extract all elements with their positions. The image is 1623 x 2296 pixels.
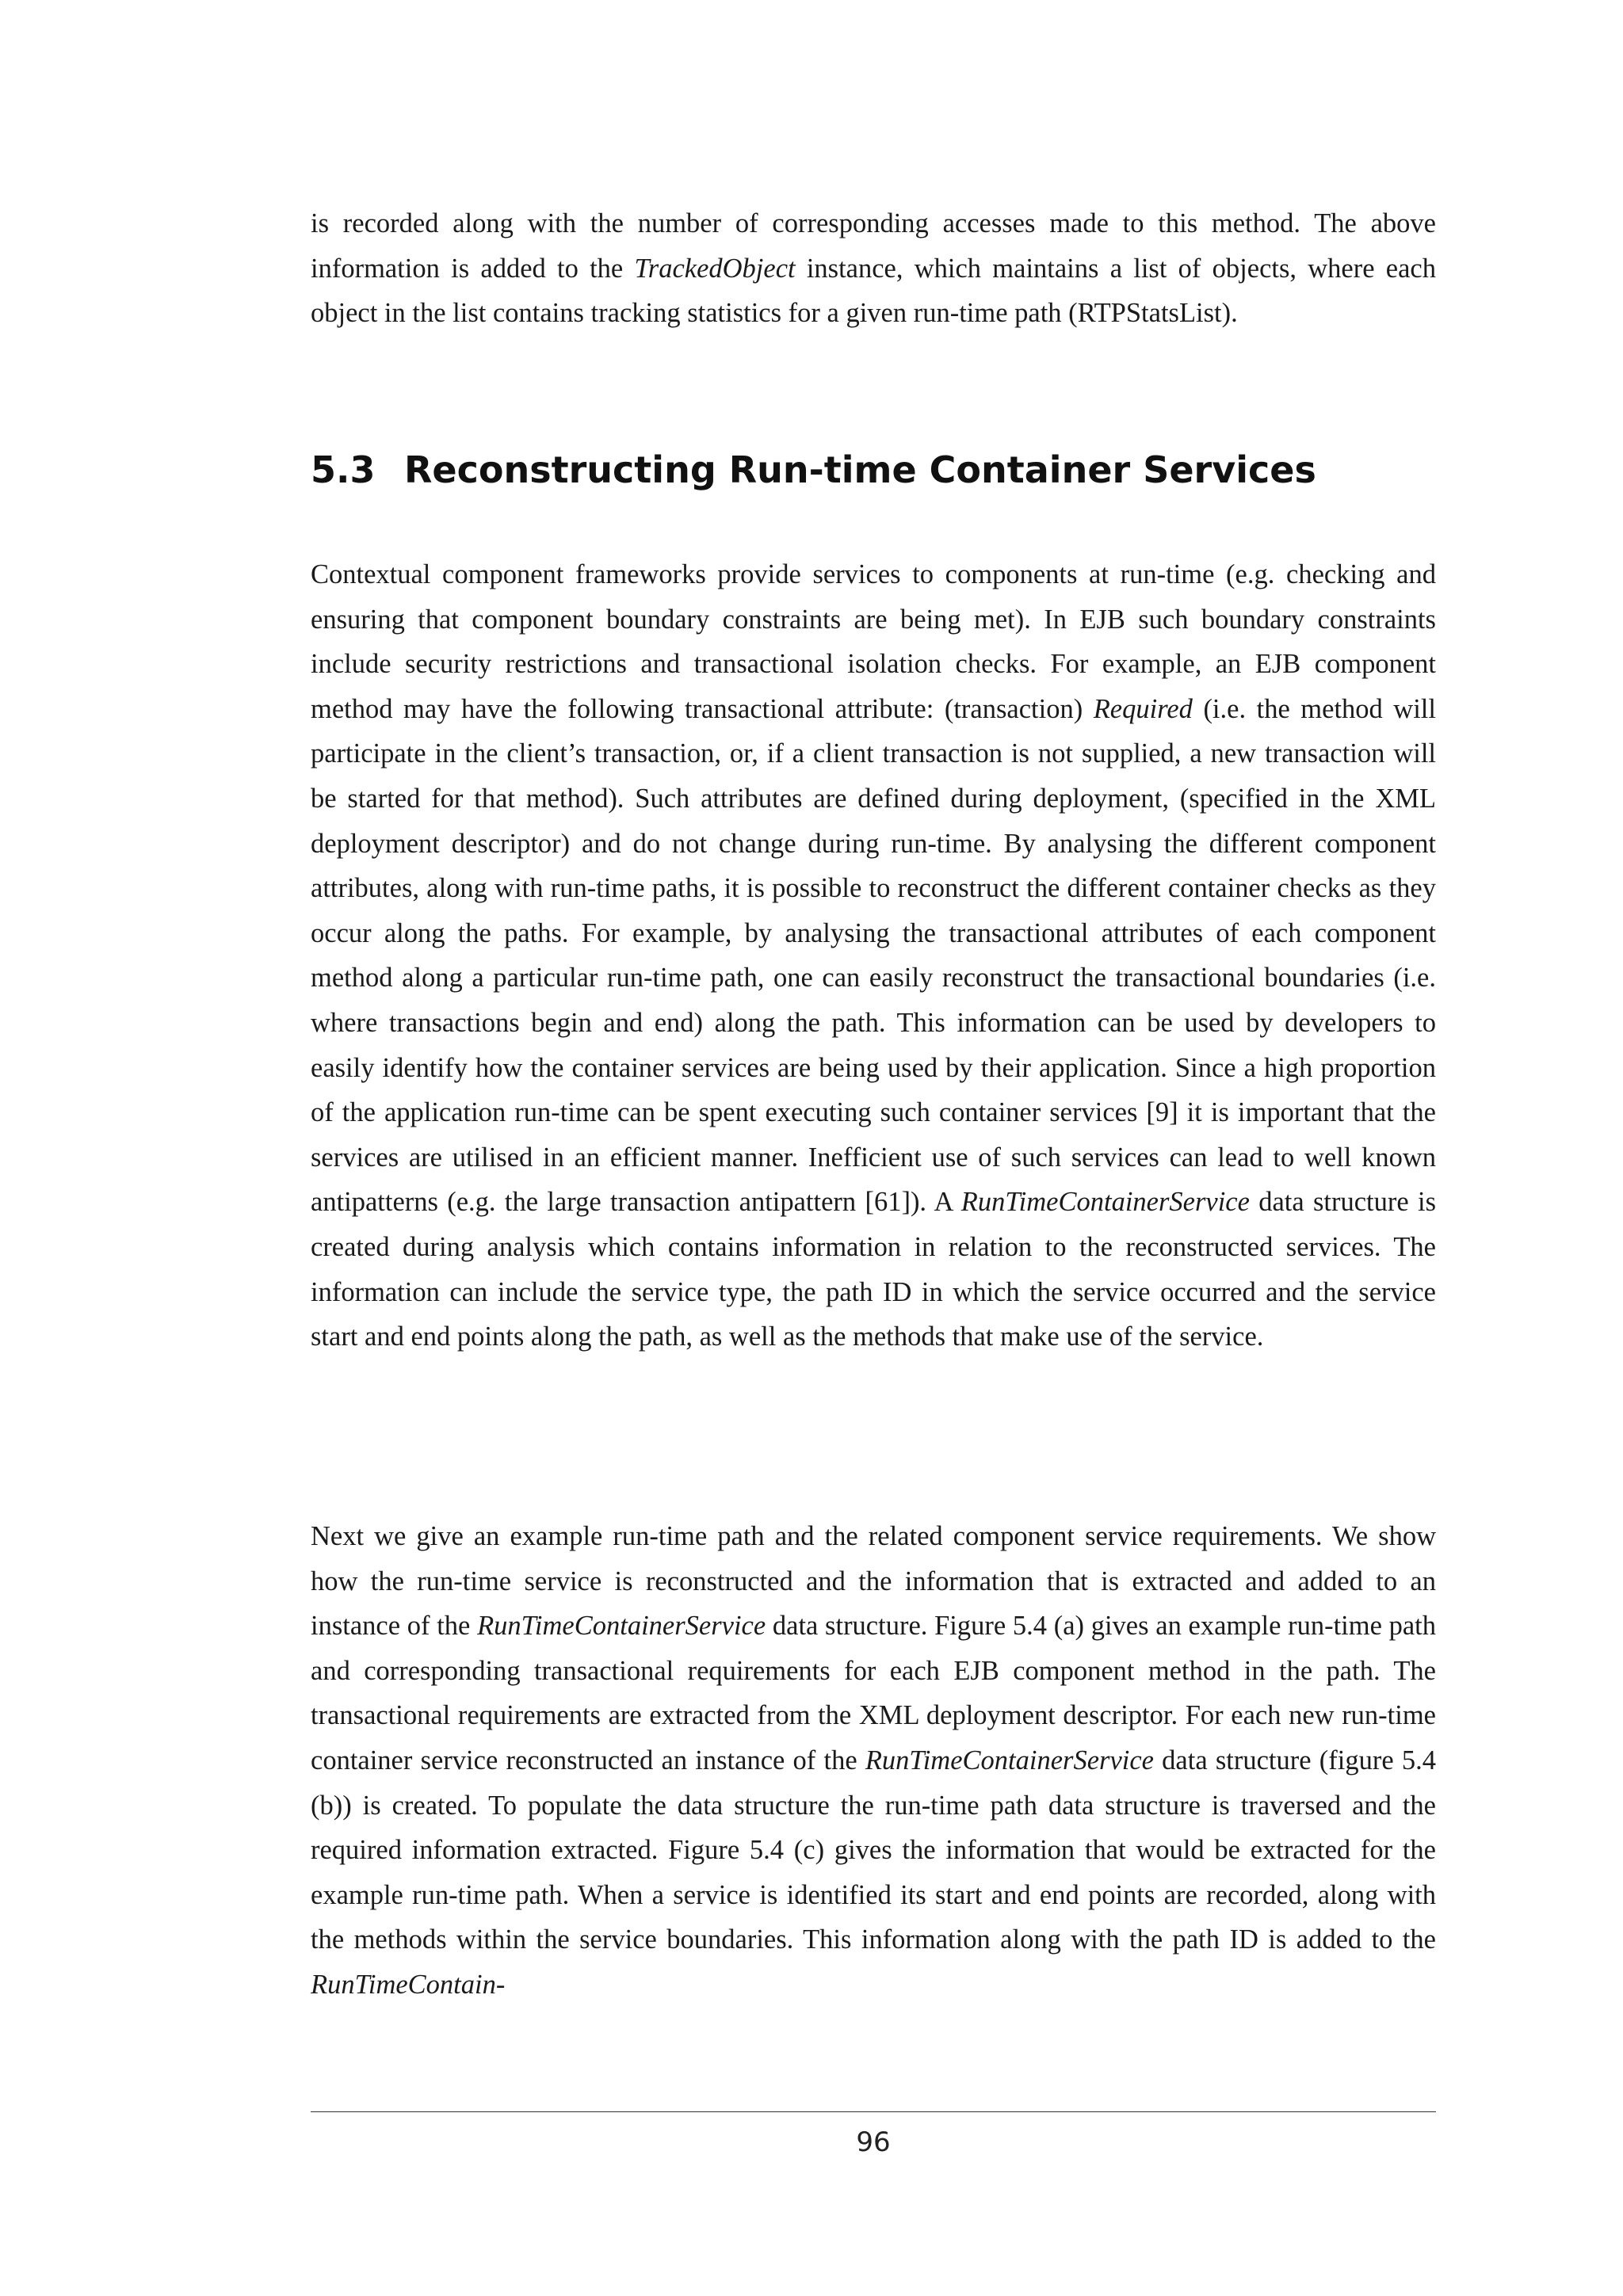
body-paragraph-top (311, 201, 1436, 336)
footer-rule (311, 2111, 1436, 2112)
paragraph-text: is recorded along with the number of corresponding accesses made to this method. The above information is added to the (311, 208, 1436, 284)
paragraph-text: Contextual component frameworks provide services to components at run-time (e.g. checking and ensuring that component boundary constraints are being met). In EJB such boundary constraints include security restrictions and transactional isolation checks. For example, an EJB component method may have the following transactional attribute: (transaction) (311, 559, 1436, 724)
attribute-required: Required (1093, 693, 1193, 724)
paragraph-text: data structure. Figure 5.4 (a) gives an example run-time path and corresponding transactional requirements for each EJB component method in the path. The transactional requirements are extracted from the XML deployment descriptor. For each new run-time container service reconstructed an instance of the (311, 1611, 1437, 1775)
body-paragraph-2 (311, 1514, 1436, 2008)
section-title: Reconstructing Run-time Container Services (404, 448, 1316, 491)
paragraph-text: instance, which maintains a list of objects, where each object in the list contains tracking statistics for a given run-time path (RTPStatsList). (311, 253, 1436, 329)
paragraph-text: data structure (figure 5.4 (b)) is created. To populate the data structure the run-time path data structure is traversed and the required information extracted. Figure 5.4 (c) gives the information that would be extracted for the example run-time path. When a service is identified its start and end points are recorded, along with the methods within the service boundaries. This information along with the path ID is added to the (311, 1745, 1436, 1955)
paragraph-text: data structure is created during analysis which contains information in relation to the reconstructed services. The information can include the service type, the path ID in which the service occurred and the service start and end points along the path, as well as the methods that make use of the service. (311, 1187, 1437, 1352)
class-name-runtime-container-service: RunTimeContainerService (477, 1611, 766, 1642)
section-heading (311, 448, 1316, 492)
section-number: 5.3 (311, 448, 376, 491)
class-name-tracked-object: TrackedObject (634, 253, 796, 284)
class-name-runtime-container-service: RunTimeContainerService (865, 1745, 1154, 1775)
class-name-runtime-contain: RunTimeContain- (311, 1969, 506, 2000)
paragraph-text: Next we give an example run-time path and the related component service requirements. We show how the run-time service is reconstructed and the information that is extracted and added to an instance of the (311, 1521, 1436, 1642)
paragraph-text: (i.e. the method will participate in the client’s transaction, or, if a client transaction is not supplied, a new transaction will be started for that method). Such attributes are defined during deployment, (specified in the XML deployment descriptor) and do not change during run-time. By analysing the different component attributes, along with run-time paths, it is possible to reconstruct the different container checks as they occur along the paths. For example, by analysing the transactional attributes of each component method along a particular run-time path, one can easily reconstruct the transactional boundaries (i.e. where transactions begin and end) along the path. This information can be used by developers to easily identify how the container services are being used by their application. Since a high proportion of the application run-time can be spent executing such container services [9] it is important that the services are utilised in an efficient manner. Inefficient use of such services can lead to well known antipatterns (e.g. the large transaction antipattern [61]). A (311, 693, 1436, 1218)
body-paragraph-1 (311, 552, 1436, 1360)
page-number: 96 (856, 2126, 891, 2158)
class-name-runtime-container-service: RunTimeContainerService (960, 1187, 1250, 1218)
